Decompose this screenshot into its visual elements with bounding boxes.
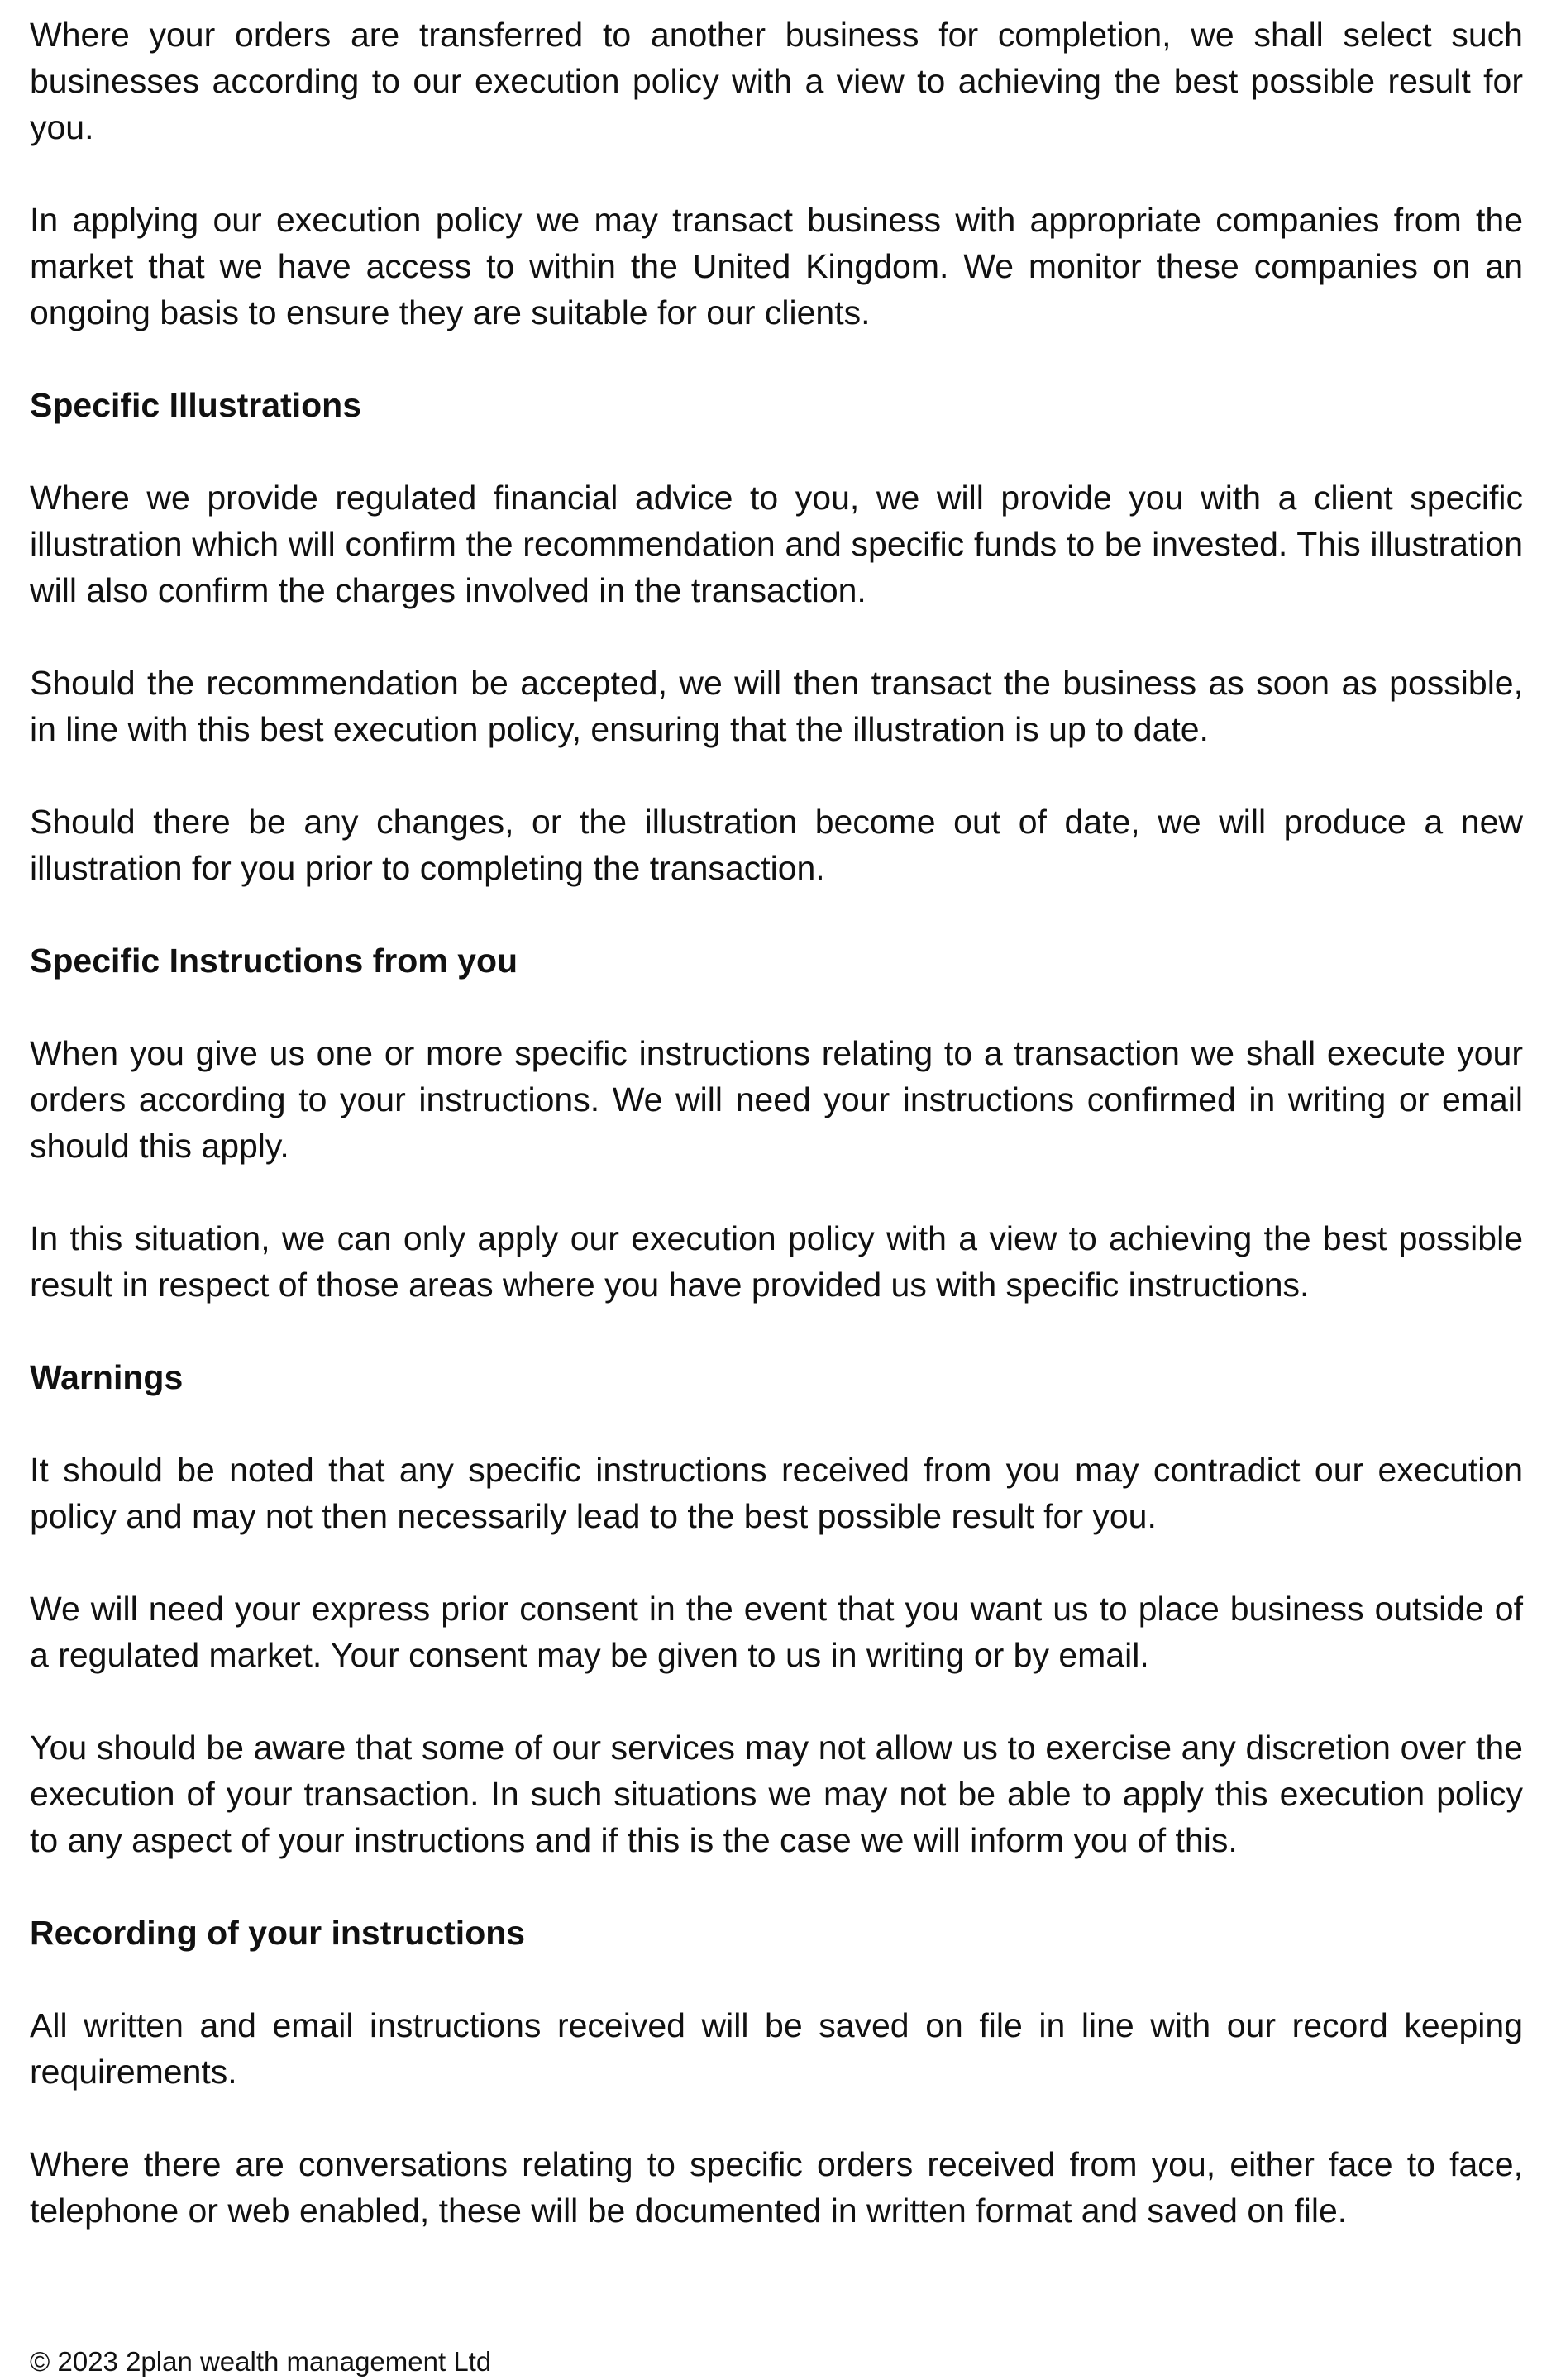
- paragraph-specific-instructions: When you give us one or more specific instructions relating to a transaction we shall execute your orders according to your instructions. We will need your instructions confirmed in writing or email should this apply.: [30, 1034, 1523, 1165]
- heading-recording-instructions: Recording of your instructions: [30, 1914, 526, 1952]
- paragraph-execution-policy-market: In applying our execution policy we may transact business with appropriate companies from the market that we have access to within the United Kingdom. We monitor these companies on an ongoing basis to ensure they are suitable for our clients.: [30, 201, 1523, 331]
- paragraph-record-keeping: All written and email instructions received will be saved on file in line with our record keeping requirements.: [30, 2006, 1523, 2091]
- paragraph-recommendation-accepted: Should the recommendation be accepted, we will then transact the business as soon as possible, in line with this best execution policy, ensuring that the illustration is up to date.: [30, 664, 1523, 748]
- paragraph-conversations-documented: Where there are conversations relating to specific orders received from you, either face to face, telephone or web enabled, these will be documented in written format and saved on file.: [30, 2145, 1523, 2230]
- heading-warnings: Warnings: [30, 1358, 184, 1396]
- paragraph-best-possible-result: In this situation, we can only apply our execution policy with a view to achieving the best possible result in respect of those areas where you have provided us with specific instructions.: [30, 1219, 1523, 1304]
- footer-copyright: © 2023 2plan wealth management Ltd: [30, 2346, 492, 2377]
- paragraph-order-transfer: Where your orders are transferred to another business for completion, we shall select such businesses according to our execution policy with a view to achieving the best possible result for you.: [30, 16, 1523, 146]
- paragraph-client-illustration: Where we provide regulated financial advice to you, we will provide you with a client specific illustration which will confirm the recommendation and specific funds to be invested. This illustration will also confirm the charges involved in the transaction.: [30, 479, 1523, 609]
- heading-specific-instructions: Specific Instructions from you: [30, 942, 518, 980]
- paragraph-illustration-changes: Should there be any changes, or the illustration become out of date, we will produce a new illustration for you prior to completing the transaction.: [30, 803, 1523, 887]
- paragraph-contradict-policy: It should be noted that any specific instructions received from you may contradict our execution policy and may not then necessarily lead to the best possible result for you.: [30, 1451, 1523, 1535]
- paragraph-express-consent: We will need your express prior consent in the event that you want us to place business outside of a regulated market. Your consent may be given to us in writing or by email.: [30, 1590, 1523, 1674]
- heading-specific-illustrations: Specific Illustrations: [30, 386, 361, 424]
- paragraph-discretion: You should be aware that some of our services may not allow us to exercise any discretion over the execution of your transaction. In such situations we may not be able to apply this execution policy to any aspect of your instructions and if this is the case we will inform you of this.: [30, 1729, 1523, 1859]
- document-body: [30, 12, 1523, 2280]
